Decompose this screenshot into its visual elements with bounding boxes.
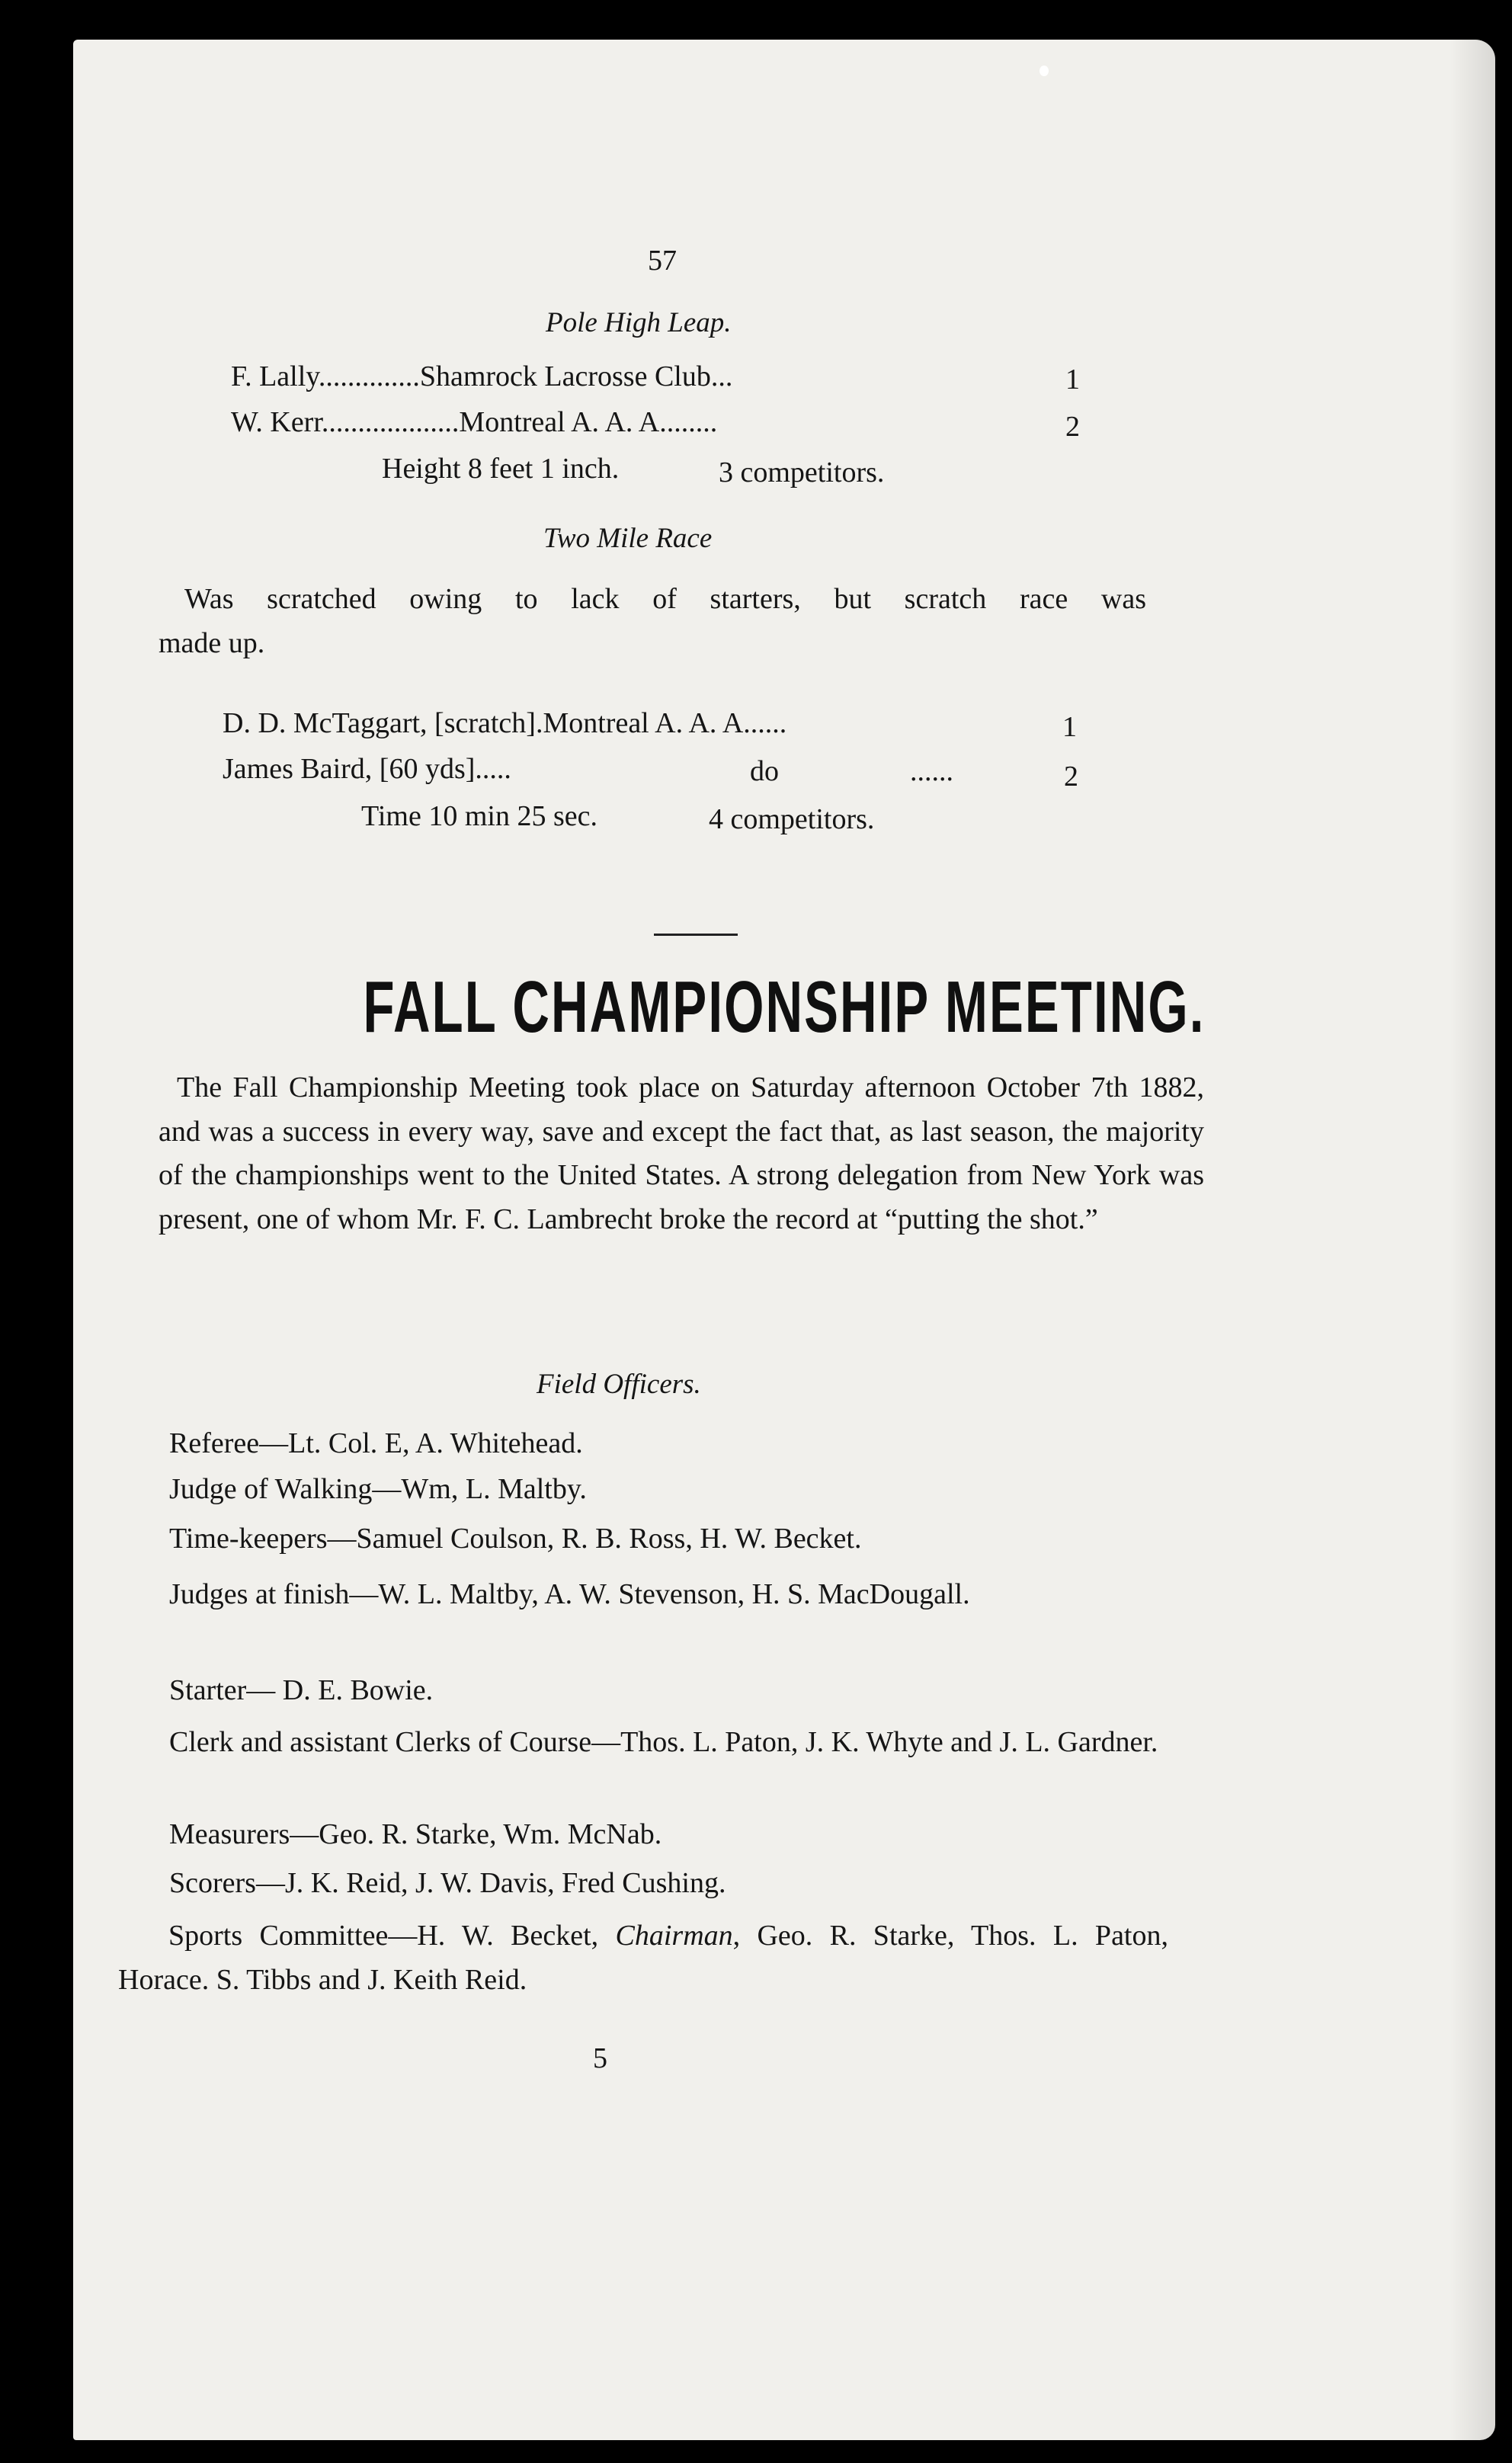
entry-trail: ..... — [475, 753, 511, 785]
entry-name: D. D. McTaggart, [scratch]. — [223, 707, 543, 739]
entry-club: Shamrock Lacrosse Club — [419, 360, 711, 392]
sports-committee-suffix: , Geo. R. Starke, Thos. L. Paton, Horace. S. Tibbs and J. Keith Reid. — [118, 1920, 1168, 1996]
speck-mark — [1040, 66, 1049, 76]
two-mile-entry-1 — [223, 706, 786, 740]
entry-name: W. Kerr — [231, 406, 322, 438]
sports-committee-chairman: Chairman — [615, 1920, 733, 1952]
page-edge-shadow — [1450, 40, 1495, 2440]
two-mile-note-line-2: made up. — [159, 627, 265, 659]
pole-leap-place-1: 1 — [1065, 364, 1080, 396]
page-number-bottom: 5 — [593, 2042, 607, 2074]
sports-committee-prefix: Sports Committee—H. W. Becket, — [168, 1920, 616, 1952]
meeting-heading: FALL CHAMPIONSHIP MEETING. — [363, 966, 1206, 1048]
measurers-line: Measurers—Geo. R. Starke, Wm. McNab. — [169, 1818, 662, 1850]
two-mile-entry-2-trail: ...... — [910, 755, 953, 787]
pole-leap-title: Pole High Leap. — [546, 307, 732, 338]
two-mile-entry-2 — [223, 752, 511, 786]
timekeepers-line: Time-keepers—Samuel Coulson, R. B. Ross, H. W. Becket. — [169, 1523, 862, 1555]
judges-at-finish-line: Judges at finish—W. L. Maltby, A. W. Stevenson, H. S. MacDougall. — [169, 1578, 970, 1610]
entry-club: Montreal A. A. A — [459, 406, 660, 438]
book-page — [73, 40, 1495, 2440]
entry-name: F. Lally — [231, 360, 319, 392]
entry-name: James Baird, [60 yds] — [223, 753, 476, 785]
entry-trail: ........ — [659, 406, 718, 438]
entry-club: Montreal A. A. A — [543, 707, 744, 739]
page-number-top: 57 — [648, 245, 677, 277]
meeting-intro-paragraph: The Fall Championship Meeting took place on Saturday afternoon October 7th 1882, and was a success in every way, save and except the fact that, as last season, the majority of the championships went to the United States. A strong delegation from New York was present, one of whom Mr. F. C. Lambrecht broke the record at “putting the shot.” — [159, 1071, 1204, 1235]
pole-leap-result: Height 8 feet 1 inch. — [382, 453, 620, 485]
judge-of-walking-line: Judge of Walking—Wm, L. Maltby. — [169, 1473, 587, 1505]
pole-leap-entry-1 — [231, 360, 732, 393]
two-mile-place-2: 2 — [1064, 761, 1078, 793]
clerks-line: Clerk and assistant Clerks of Course—Thos. L. Paton, J. K. Whyte and J. L. Gardner. — [169, 1726, 1158, 1758]
two-mile-note-line-1: Was scratched owing to lack of starters, but scratch race was — [184, 583, 1146, 615]
pole-leap-competitors: 3 competitors. — [719, 456, 885, 488]
two-mile-competitors: 4 competitors. — [709, 803, 875, 835]
scorers-line: Scorers—J. K. Reid, J. W. Davis, Fred Cushing. — [169, 1867, 726, 1899]
pole-leap-entry-2 — [231, 405, 717, 439]
entry-leader: .............. — [318, 360, 420, 392]
pole-leap-place-2: 2 — [1065, 411, 1080, 443]
referee-line: Referee—Lt. Col. E, A. Whitehead. — [169, 1427, 583, 1459]
two-mile-result: Time 10 min 25 sec. — [361, 800, 597, 832]
sports-committee-line — [118, 1914, 1168, 2002]
section-divider — [654, 934, 738, 936]
entry-leader: ................... — [321, 406, 460, 438]
two-mile-place-1: 1 — [1062, 711, 1077, 743]
entry-trail: ... — [710, 360, 733, 392]
two-mile-entry-2-club: do — [750, 755, 779, 787]
entry-trail: ...... — [743, 707, 787, 739]
field-officers-title: Field Officers. — [537, 1369, 701, 1400]
two-mile-title: Two Mile Race — [543, 523, 713, 554]
starter-line: Starter— D. E. Bowie. — [169, 1674, 434, 1706]
